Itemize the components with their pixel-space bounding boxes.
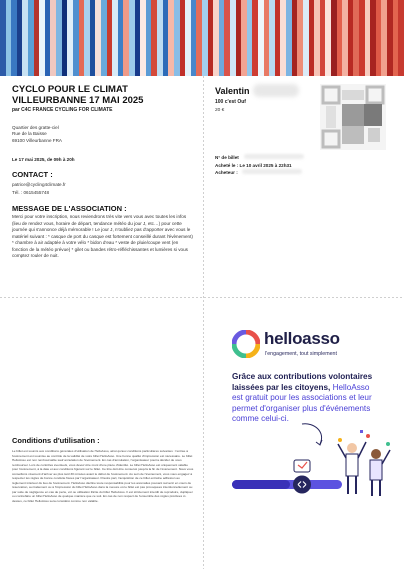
arrow-icon [302, 424, 322, 444]
chat-bubble-icon [294, 460, 310, 472]
climate-stripe [398, 0, 404, 76]
promo-illustration [230, 418, 394, 510]
redacted-ticket-number [244, 154, 304, 159]
qr-code [320, 84, 386, 150]
contact-heading: CONTACT : [12, 170, 53, 179]
progress-knob [293, 476, 311, 494]
address-line: Rue de la Baisse [12, 131, 47, 137]
people-celebrating-icon [338, 430, 390, 496]
address-line: Quartier des gratte-ciel [12, 125, 59, 130]
ticket-holder-name: Valentin [215, 86, 250, 96]
ticket-price: 20 € [215, 108, 225, 113]
event-address [12, 125, 62, 144]
vertical-cut-line [203, 76, 204, 569]
promo-bold-text: Grâce aux contributions volontaires laissées par les citoyens, [232, 372, 373, 392]
redacted-last-name [253, 84, 299, 97]
helloasso-tagline: l'engagement, tout simplement [265, 351, 337, 357]
event-date: Le 17 mai 2025, de 09h à 20h [12, 157, 75, 162]
purchase-date: Acheté le : Le 10 avril 2025 à 22h31 [215, 162, 292, 168]
buyer-label: Acheteur : [215, 170, 238, 175]
helloasso-logo-icon [232, 330, 260, 358]
contact-phone: Tél. : 0615455748 [12, 189, 50, 195]
contact-email[interactable]: patrice@cycling4climate.fr [12, 182, 66, 187]
climate-stripes-banner [0, 0, 404, 76]
address-line: 69100 Villeurbanne FRA [12, 137, 62, 143]
ticket-number-label: N° de billet [215, 155, 239, 160]
redacted-buyer [242, 169, 302, 174]
organizer-line: par C4C FRANCE CYCLING FOR CLIMATE [12, 107, 113, 113]
conditions-heading: Conditions d'utilisation : [12, 436, 100, 445]
helloasso-wordmark: helloasso [264, 329, 340, 348]
promo-text [232, 372, 382, 425]
horizontal-cut-line [0, 297, 404, 298]
association-message: Merci pour votre inscription, nous reviendrons très vite vers vous avec toutes les infos (lieu de rendez vous, horaire de départ, tendance météo du jour J, etc…) pour cette journée qui s'annonce déjà mémorable ! Le jour J, n'oubliez pas d'apporter avec vous le matériel suivant : * casque de port du casque est fortement conseillé durant l'évènement) * chambre à air adaptée à votre vélo * bidon d'eau * veste de pluie/coupe vent (en fonction de la météo prévue) * gilet ou bandes rétro-réfléchissantes et lumières si vous comptez rouler de nuit. [12, 214, 193, 258]
conditions-text: Le billet est soumis aux conditions générales d'utilisation de HelloAsso, ainsi qu'aux conditions particulières suivantes : l'entrée à l'événement est soumise au contrôle de la validité de votre billet HelloAsso. Une bonne qualité d'impression est nécessaire. Le billet HelloAsso est non remboursable sauf annulation de l'événement. En cas d'annulation, l'organisateur pourra décider de vous rembourser. Lors de contrôles éventuels, vous devez être muni d'une pièce d'identité. Le billet HelloAsso est uniquement valable pour l'événement, à la date et aux conditions figurant sur le billet. Ce titre doit être conservé jusqu'à la fin de l'événement. Nous vous conseillons vivement d'arriver au plus tard 30 minutes avant le début de l'événement. Au sein de l'événement, vous vous engagez à respecter les règles de bonne conduite fixées par l'organisateur. D'autre part, l'acquisition de ce billet entraîne adhésion au règlement intérieur du lieu de l'événement. HelloAsso décline toute responsabilité pour les anomalies pouvant survenir en cours de réservation, au traitement ou à l'impression du billet HelloAsso dans la mesure où le billet est pas provoquées intentionnellement ou par suite de négligence en cas de perte, vol ou utilisation illicite du billet HelloAsso. Il est strictement interdit de reproduire, dupliquer ou contrefaire un billet HelloAsso de quelque manière que ce soit. En cas de non respect de l'ensemble des règles précitées ci-dessus, ce billet HelloAsso sera considéré comme non valable. [12, 449, 194, 504]
promo-highlight-text: HelloAsso est gratuit pour les associations et leur permet d'organiser plus d'événements comme celui-ci. [232, 382, 372, 423]
event-title: CYCLO POUR LE CLIMAT VILLEURBANNE 17 MAI 2025 [12, 84, 144, 106]
ticket-tariff: 100 c'est Ouf [215, 99, 246, 105]
contact-details [12, 181, 66, 196]
progress-fill [232, 480, 290, 489]
message-heading: MESSAGE DE L'ASSOCIATION : [12, 204, 127, 213]
